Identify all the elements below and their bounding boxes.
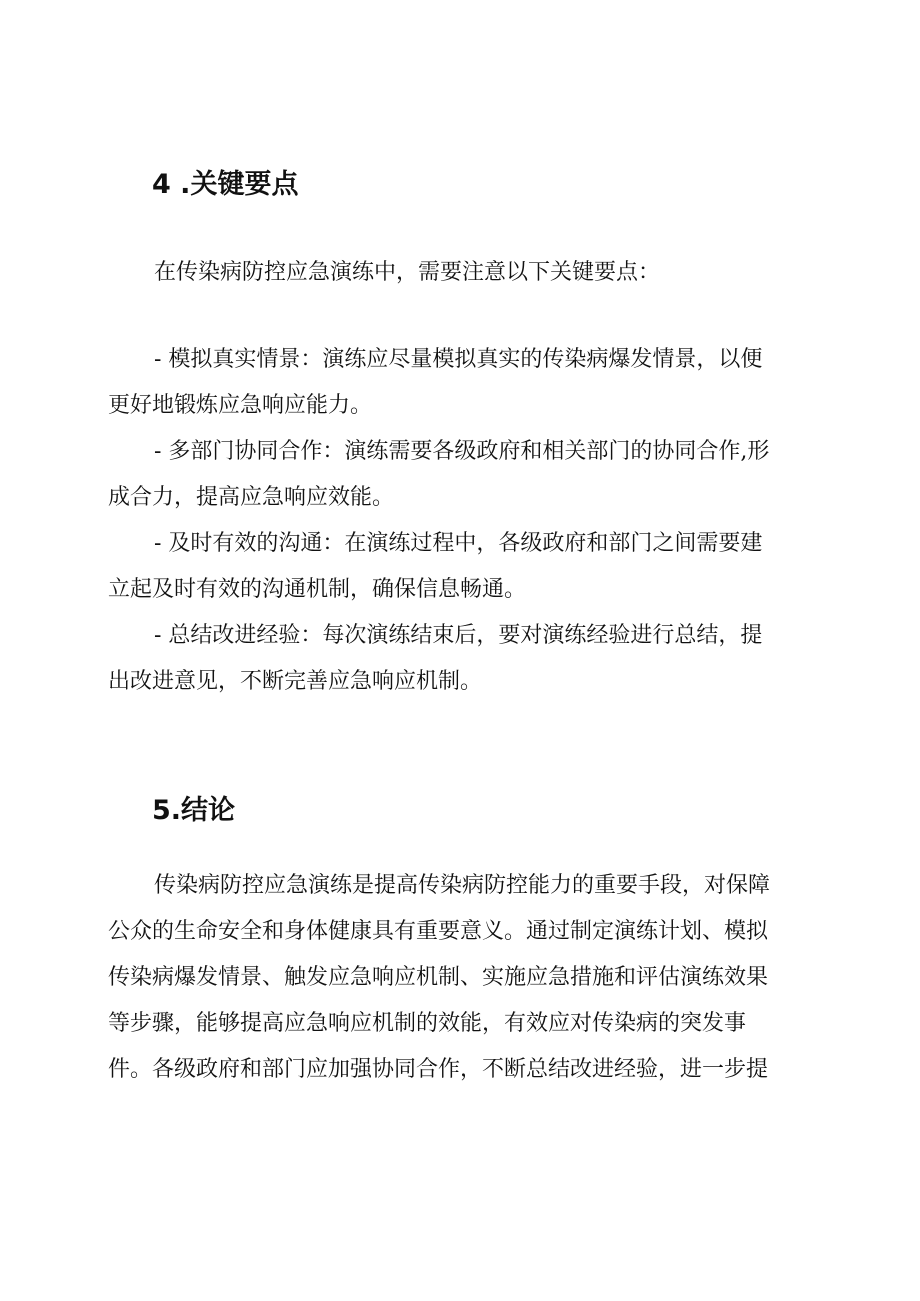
key-points-list (108, 337, 808, 705)
section-5-heading: 5.结论 (152, 795, 236, 826)
section-4-heading: 4 .关键要点 (152, 169, 299, 200)
conclusion-line: 传染病防控应急演练是提高传染病防控能力的重要手段，对保障 (154, 873, 771, 898)
key-point-line: - 及时有效的沟通：在演练过程中，各级政府和部门之间需要建 (154, 531, 763, 556)
conclusion-paragraph (108, 863, 808, 1093)
key-point-line: 成合力，提高应急响应效能。 (108, 485, 395, 510)
key-point-line: 更好地锻炼应急响应能力。 (108, 393, 373, 418)
key-point-line: - 总结改进经验：每次演练结束后，要对演练经验进行总结，提 (154, 623, 763, 648)
key-point-line: - 多部门协同合作：演练需要各级政府和相关部门的协同合作,形 (154, 439, 770, 464)
key-point-line: 出改进意见，不断完善应急响应机制。 (108, 669, 483, 694)
key-point-item (108, 521, 808, 613)
intro-line: 在传染病防控应急演练中，需要注意以下关键要点： (154, 260, 661, 285)
key-point-line: - 模拟真实情景：演练应尽量模拟真实的传染病爆发情景，以便 (154, 347, 763, 372)
key-point-item (108, 613, 808, 705)
key-point-item (108, 429, 808, 521)
conclusion-line: 等步骤，能够提高应急响应机制的效能，有效应对传染病的突发事 (108, 1011, 747, 1036)
key-point-item (108, 337, 808, 429)
conclusion-line: 传染病爆发情景、触发应急响应机制、实施应急措施和评估演练效果 (108, 965, 769, 990)
section-4-intro (108, 250, 808, 296)
conclusion-line: 公众的生命安全和身体健康具有重要意义。通过制定演练计划、模拟 (108, 919, 769, 944)
conclusion-line: 件。各级政府和部门应加强协同合作，不断总结改进经验，进一步提 (108, 1057, 769, 1082)
key-point-line: 立起及时有效的沟通机制，确保信息畅通。 (108, 577, 527, 602)
